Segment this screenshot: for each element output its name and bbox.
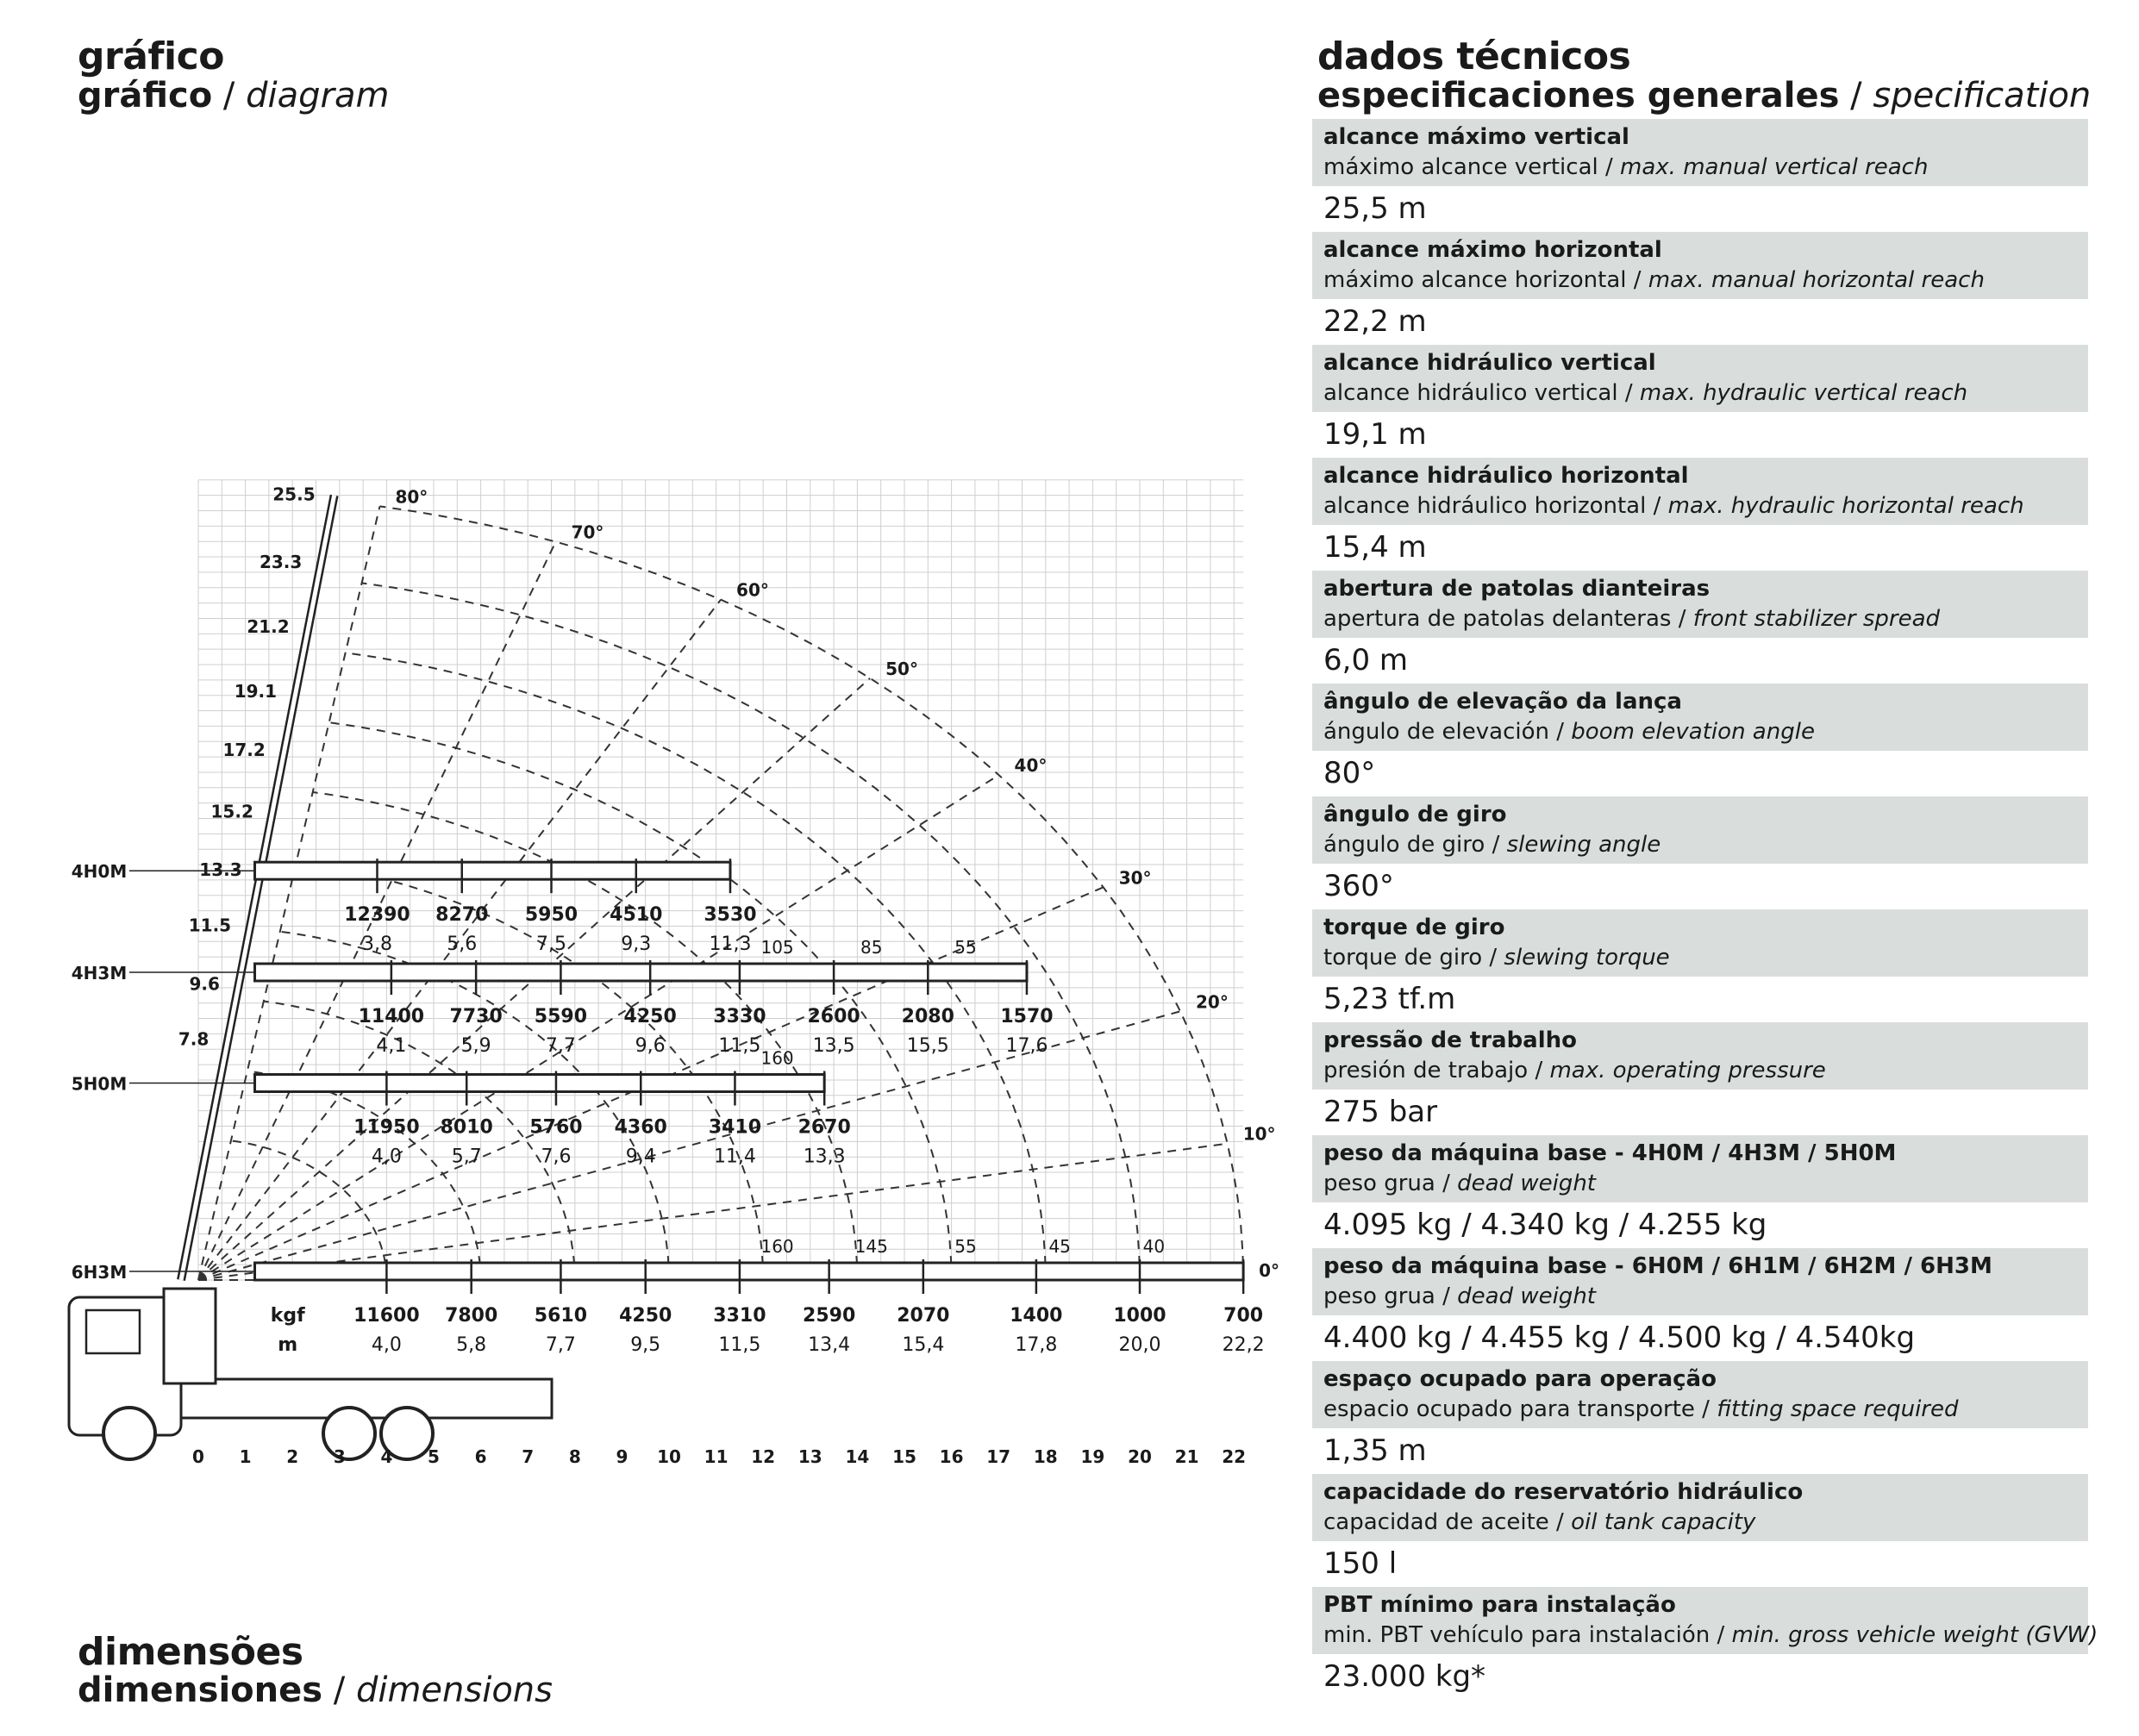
spec-label-es-en: máximo alcance vertical / max. manual vertical reach — [1323, 154, 1929, 180]
dimensions-subtitle — [78, 1670, 553, 1710]
reach-value: 17,8 — [1015, 1334, 1058, 1356]
x-tick-label: 15 — [892, 1446, 916, 1467]
diagram-subtitle-es: gráfico — [78, 76, 213, 116]
load-value: 5950 — [524, 904, 579, 927]
x-tick-label: 18 — [1033, 1446, 1058, 1467]
spec-item — [1312, 1361, 2088, 1474]
height-label: 9.6 — [189, 973, 220, 995]
spec-header — [1312, 1135, 2088, 1202]
subtitle-separator: / — [1839, 76, 1873, 116]
spec-value: 150 l — [1323, 1546, 1398, 1581]
load-value: 5760 — [529, 1116, 583, 1139]
angle-label: 0° — [1259, 1260, 1280, 1281]
spec-value: 5,23 tf.m — [1323, 982, 1456, 1016]
spec-label-es-en: espacio ocupado para transporte / fitting space required — [1323, 1396, 1959, 1422]
load-value: 7800 — [445, 1305, 498, 1327]
reach-value: 9,3 — [621, 934, 652, 956]
x-tick-label: 16 — [939, 1446, 964, 1467]
spec-label-es-en: alcance hidráulico horizontal / max. hydraulic horizontal reach — [1323, 493, 2024, 519]
spec-value: 22,2 m — [1323, 304, 1427, 339]
reach-value: 7,7 — [545, 1035, 576, 1057]
load-value: 2080 — [901, 1006, 954, 1027]
spec-item — [1312, 1248, 2088, 1361]
spec-value: 80° — [1323, 756, 1376, 790]
spec-label-es-en: capacidad de aceite / oil tank capacity — [1323, 1509, 1756, 1535]
spec-value: 15,4 m — [1323, 530, 1427, 565]
manual-load-value: 40 — [1142, 1236, 1166, 1257]
spec-label-es: máximo alcance vertical — [1323, 154, 1598, 180]
spec-label-es: ángulo de elevación — [1323, 719, 1549, 745]
load-value: 4510 — [610, 904, 663, 927]
reach-value: 4,0 — [371, 1146, 402, 1168]
angle-label: 20° — [1196, 991, 1229, 1013]
spec-label-es-en: ángulo de giro / slewing angle — [1323, 832, 1661, 858]
spec-label-pt: pressão de trabalho — [1323, 1027, 1578, 1053]
x-tick-label: 10 — [657, 1446, 681, 1467]
dimensions-subtitle-en: dimensions — [355, 1670, 553, 1710]
subtitle-separator: / — [212, 76, 247, 116]
x-tick-label: 2 — [286, 1446, 299, 1467]
boom-extension — [255, 1075, 825, 1092]
manual-load-value: 45 — [1048, 1236, 1071, 1257]
spec-label-es-en: ángulo de elevación / boom elevation angle — [1323, 719, 1815, 745]
reach-value: 11,3 — [709, 934, 752, 956]
config-name: 4H3M — [71, 963, 128, 984]
config-5H0M — [72, 1048, 851, 1168]
spec-item — [1312, 345, 2088, 458]
load-value: 2600 — [807, 1006, 860, 1027]
spec-header — [1312, 1248, 2088, 1315]
x-tick-label: 6 — [474, 1446, 487, 1467]
spec-label-pt: alcance hidráulico vertical — [1323, 350, 1656, 376]
spec-label-en: max. operating pressure — [1549, 1058, 1826, 1083]
unit-m: m — [278, 1334, 298, 1356]
height-label: 23.3 — [259, 552, 303, 573]
height-label: 11.5 — [188, 915, 232, 936]
reach-value: 5,8 — [456, 1334, 487, 1356]
height-label: 15.2 — [210, 801, 253, 822]
mast-inner — [181, 496, 335, 1280]
x-tick-label: 3 — [333, 1446, 346, 1467]
spec-header — [1312, 232, 2088, 299]
radius-arc — [247, 1071, 481, 1280]
reach-value: 15,5 — [906, 1035, 949, 1057]
load-value: 11950 — [353, 1116, 420, 1139]
subtitle-separator: / — [322, 1670, 356, 1710]
spec-label-pt: torque de giro — [1323, 915, 1505, 940]
height-label: 19.1 — [234, 681, 278, 703]
height-label: 13.3 — [199, 859, 242, 881]
radius-arc — [329, 722, 952, 1280]
spec-item — [1312, 1474, 2088, 1587]
spec-label-es-en: torque de giro / slewing torque — [1323, 945, 1670, 971]
reach-value: 22,2 — [1222, 1334, 1265, 1356]
specs-subtitle-es: especificaciones generales — [1317, 76, 1840, 116]
angle-label: 30° — [1118, 867, 1152, 889]
config-6H3M — [72, 1236, 1265, 1356]
boom-extension — [255, 1263, 1244, 1280]
load-value: 8270 — [435, 904, 489, 927]
angle-label: 80° — [395, 486, 428, 508]
height-label: 17.2 — [222, 739, 266, 760]
spec-label-pt: abertura de patolas dianteiras — [1323, 576, 1711, 602]
spec-label-en: slewing angle — [1506, 832, 1661, 858]
load-value: 5610 — [534, 1305, 588, 1327]
angle-label: 40° — [1014, 755, 1048, 777]
spec-label-pt: ângulo de giro — [1323, 802, 1507, 827]
spec-label-en: oil tank capacity — [1571, 1509, 1756, 1535]
x-tick-label: 5 — [428, 1446, 440, 1467]
spec-label-es: peso grua — [1323, 1283, 1435, 1309]
spec-label-en: fitting space required — [1717, 1396, 1959, 1422]
x-tick-label: 9 — [616, 1446, 629, 1467]
reach-value: 17,6 — [1005, 1035, 1048, 1057]
load-value: 8010 — [440, 1116, 493, 1139]
load-value: 12390 — [344, 904, 410, 927]
spec-label-es: alcance hidráulico horizontal — [1323, 493, 1647, 519]
reach-value: 7,5 — [536, 934, 566, 956]
reach-value: 9,6 — [635, 1035, 666, 1057]
height-label: 7.8 — [178, 1028, 210, 1050]
load-value: 1570 — [1000, 1006, 1054, 1027]
spec-label-en: max. hydraulic horizontal reach — [1667, 493, 2024, 519]
spec-label-en: max. manual vertical reach — [1620, 154, 1929, 180]
spec-header — [1312, 571, 2088, 638]
x-tick-label: 4 — [380, 1446, 393, 1467]
load-value: 11600 — [353, 1305, 420, 1327]
load-value: 1000 — [1113, 1305, 1166, 1327]
spec-label-es: peso grua — [1323, 1171, 1435, 1196]
spec-table — [1312, 119, 2098, 1700]
config-name: 6H3M — [71, 1262, 128, 1283]
load-value: 4250 — [623, 1006, 677, 1027]
manual-load-value: 85 — [860, 937, 883, 958]
spec-label-pt: alcance hidráulico horizontal — [1323, 463, 1689, 489]
specs-subtitle-en: specification — [1873, 76, 2092, 116]
angle-label: 60° — [736, 579, 769, 601]
reach-value: 20,0 — [1118, 1334, 1161, 1356]
spec-label-en: min. gross vehicle weight (GVW) — [1731, 1622, 2098, 1648]
load-diagram — [52, 190, 1280, 1483]
spec-label-es-en: peso grua / dead weight — [1323, 1283, 1596, 1309]
reach-value: 3,8 — [361, 934, 392, 956]
spec-header — [1312, 909, 2088, 977]
angle-label: 10° — [1242, 1123, 1276, 1145]
load-value: 5590 — [534, 1006, 588, 1027]
spec-header — [1312, 119, 2088, 186]
load-value: 3330 — [713, 1006, 766, 1027]
manual-load-value: 55 — [954, 937, 977, 958]
unit-kgf: kgf — [270, 1305, 305, 1327]
spec-label-es: espacio ocupado para transporte — [1323, 1396, 1695, 1422]
reach-value: 9,4 — [625, 1146, 656, 1168]
angle-ray — [198, 1144, 1228, 1280]
spec-label-pt: ângulo de elevação da lança — [1323, 689, 1682, 715]
load-value: 3530 — [704, 904, 757, 927]
load-value: 1400 — [1010, 1305, 1063, 1327]
spec-value: 6,0 m — [1323, 643, 1408, 678]
spec-label-pt: alcance máximo vertical — [1323, 124, 1629, 150]
load-value: 2590 — [803, 1305, 856, 1327]
load-value: 4360 — [614, 1116, 667, 1139]
x-tick-label: 21 — [1174, 1446, 1199, 1467]
x-tick-label: 13 — [797, 1446, 822, 1467]
spec-label-en: dead weight — [1457, 1283, 1596, 1309]
spec-label-pt: espaço ocupado para operação — [1323, 1366, 1717, 1392]
spec-header — [1312, 345, 2088, 412]
reach-value: 11,5 — [718, 1035, 761, 1057]
spec-value: 25,5 m — [1323, 191, 1427, 226]
reach-value: 5,9 — [460, 1035, 491, 1057]
manual-load-value: 160 — [760, 1236, 794, 1257]
spec-item — [1312, 119, 2088, 232]
spec-label-es: alcance hidráulico vertical — [1323, 380, 1618, 406]
spec-header — [1312, 1022, 2088, 1090]
reach-value: 4,1 — [376, 1035, 407, 1057]
x-tick-label: 20 — [1128, 1446, 1152, 1467]
boom-extension — [255, 964, 1027, 981]
height-label: 21.2 — [247, 616, 290, 638]
spec-label-es-en: presión de trabajo / max. operating pressure — [1323, 1058, 1826, 1083]
reach-value: 5,7 — [451, 1146, 482, 1168]
spec-label-en: boom elevation angle — [1571, 719, 1815, 745]
load-value: 4250 — [619, 1305, 672, 1327]
spec-label-en: max. hydraulic vertical reach — [1639, 380, 1968, 406]
spec-label-pt: alcance máximo horizontal — [1323, 237, 1662, 263]
spec-label-es: torque de giro — [1323, 945, 1483, 971]
x-tick-label: 8 — [568, 1446, 581, 1467]
load-value: 3310 — [713, 1305, 766, 1327]
reach-value: 13,5 — [812, 1035, 855, 1057]
load-value: 2070 — [897, 1305, 950, 1327]
specs-subtitle — [1317, 76, 2091, 116]
spec-header — [1312, 1361, 2088, 1428]
x-tick-label: 17 — [986, 1446, 1011, 1467]
diagram-title: gráfico — [78, 34, 224, 78]
angle-label: 70° — [571, 521, 604, 543]
reach-value: 5,6 — [447, 934, 478, 956]
spec-item — [1312, 796, 2088, 909]
spec-label-es-en: peso grua / dead weight — [1323, 1171, 1596, 1196]
spec-header — [1312, 1587, 2098, 1654]
spec-value: 360° — [1323, 869, 1394, 903]
reach-value: 9,5 — [630, 1334, 661, 1356]
reach-value: 4,0 — [371, 1334, 402, 1356]
spec-header — [1312, 796, 2088, 864]
spec-header — [1312, 1474, 2088, 1541]
spec-label-es-en: máximo alcance horizontal / max. manual horizontal reach — [1323, 267, 1985, 293]
spec-item — [1312, 1135, 2088, 1248]
spec-item — [1312, 571, 2088, 684]
spec-value: 19,1 m — [1323, 417, 1427, 452]
spec-label-pt: PBT mínimo para instalação — [1323, 1592, 1676, 1618]
spec-value: 4.400 kg / 4.455 kg / 4.500 kg / 4.540kg — [1323, 1321, 1916, 1355]
specs-title: dados técnicos — [1317, 34, 1631, 78]
reach-value: 11,4 — [713, 1146, 756, 1168]
spec-label-es-en: min. PBT vehículo para instalación / min. gross vehicle weight (GVW) — [1323, 1622, 2098, 1648]
reach-value: 15,4 — [902, 1334, 945, 1356]
reach-value: 7,7 — [545, 1334, 576, 1356]
spec-label-es: min. PBT vehículo para instalación — [1323, 1622, 1711, 1648]
spec-label-pt: capacidade do reservatório hidráulico — [1323, 1479, 1804, 1505]
height-label: 25.5 — [272, 484, 316, 505]
spec-label-es: ángulo de giro — [1323, 832, 1485, 858]
manual-load-value: 145 — [854, 1236, 888, 1257]
spec-label-es: presión de trabajo — [1323, 1058, 1529, 1083]
reach-value: 7,6 — [541, 1146, 572, 1168]
dimensions-title: dimensões — [78, 1630, 303, 1674]
spec-header — [1312, 458, 2088, 525]
truck-wheel-front — [103, 1408, 155, 1459]
manual-load-value: 105 — [760, 937, 794, 958]
spec-item — [1312, 458, 2088, 571]
angle-label: 50° — [885, 658, 918, 679]
x-tick-label: 14 — [845, 1446, 870, 1467]
manual-load-value: 160 — [760, 1047, 794, 1069]
dimensions-subtitle-es: dimensiones — [78, 1670, 323, 1710]
x-tick-label: 22 — [1222, 1446, 1247, 1467]
spec-value: 275 bar — [1323, 1095, 1438, 1129]
spec-value: 23.000 kg* — [1323, 1659, 1486, 1694]
spec-label-en: slewing torque — [1504, 945, 1670, 971]
spec-item — [1312, 232, 2088, 345]
spec-label-pt: peso da máquina base - 6H0M / 6H1M / 6H2M / 6H3M — [1323, 1253, 1992, 1279]
spec-label-es-en: apertura de patolas delanteras / front stabilizer spread — [1323, 606, 1941, 632]
x-tick-label: 0 — [192, 1446, 204, 1467]
spec-item — [1312, 1022, 2088, 1135]
spec-item — [1312, 1587, 2098, 1700]
reach-value: 13,4 — [808, 1334, 851, 1356]
config-name: 5H0M — [71, 1073, 128, 1095]
spec-header — [1312, 684, 2088, 751]
spec-label-es-en: alcance hidráulico vertical / max. hydraulic vertical reach — [1323, 380, 1968, 406]
x-tick-label: 19 — [1080, 1446, 1105, 1467]
spec-label-en: dead weight — [1457, 1171, 1596, 1196]
spec-label-en: front stabilizer spread — [1692, 606, 1941, 632]
x-tick-label: 7 — [522, 1446, 535, 1467]
truck-wheel-rear-1 — [323, 1408, 375, 1459]
spec-label-es: capacidad de aceite — [1323, 1509, 1549, 1535]
x-tick-label: 11 — [704, 1446, 729, 1467]
config-name: 4H0M — [71, 861, 128, 883]
spec-label-pt: peso da máquina base - 4H0M / 4H3M / 5H0M — [1323, 1140, 1897, 1166]
load-value: 2670 — [797, 1116, 851, 1139]
load-value: 7730 — [449, 1006, 503, 1027]
x-tick-label: 1 — [239, 1446, 252, 1467]
config-4H0M — [72, 859, 757, 955]
spec-label-es: apertura de patolas delanteras — [1323, 606, 1672, 632]
spec-item — [1312, 684, 2088, 796]
load-value: 3410 — [708, 1116, 762, 1139]
spec-label-en: max. manual horizontal reach — [1648, 267, 1985, 293]
diagram-subtitle — [78, 76, 389, 116]
spec-value: 1,35 m — [1323, 1433, 1427, 1468]
manual-load-value: 55 — [954, 1236, 977, 1257]
spec-item — [1312, 909, 2088, 1022]
reach-value: 13,3 — [803, 1146, 846, 1168]
x-tick-label: 12 — [751, 1446, 776, 1467]
diagram-subtitle-en: diagram — [246, 76, 390, 116]
spec-value: 4.095 kg / 4.340 kg / 4.255 kg — [1323, 1208, 1767, 1242]
reach-value: 11,5 — [718, 1334, 761, 1356]
load-value: 11400 — [358, 1006, 425, 1027]
boom-extension — [255, 862, 730, 879]
crane-base — [164, 1289, 216, 1383]
spec-label-es: máximo alcance horizontal — [1323, 267, 1627, 293]
load-value: 700 — [1223, 1305, 1264, 1327]
